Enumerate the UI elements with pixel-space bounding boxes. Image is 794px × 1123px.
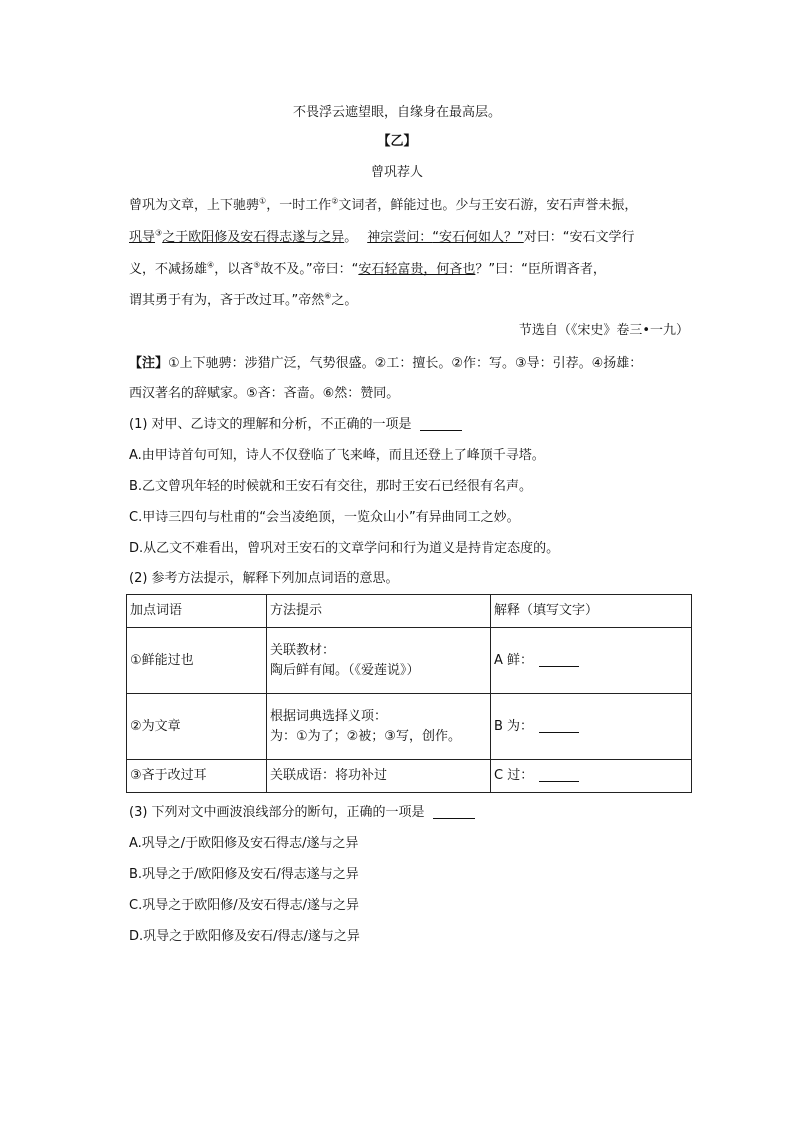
notes-line-2: 西汉著名的辞赋家。⑤吝：吝啬。⑥然：赞同。 — [129, 386, 400, 401]
hint-line: 陶后鲜有闻。（《爱莲说》） — [270, 662, 420, 678]
table-header-cell: 方法提示 — [267, 595, 491, 628]
answer-blank[interactable] — [420, 429, 462, 431]
q3-option-b: B.巩导之于/欧阳修及安石/得志遂与之异 — [129, 867, 359, 882]
q3-stem — [129, 803, 475, 823]
table-cell-hint: 关联成语：将功补过 — [267, 760, 491, 793]
poem-last-line: 不畏浮云遮望眼，自缘身在最高层。 — [292, 105, 501, 120]
underlined-text: “安石何如人？” — [432, 230, 524, 245]
table-row — [127, 628, 692, 694]
q1-option-a: A.由甲诗首句可知，诗人不仅登临了飞来峰，而且还登上了峰顶千寻塔。 — [129, 448, 545, 463]
passage-line-3 — [129, 260, 606, 280]
q1-option-c: C.甲诗三四句与杜甫的“会当凌绝顶，一览众山小”有异曲同工之妙。 — [129, 510, 520, 525]
answer-blank[interactable] — [539, 780, 579, 782]
passage-text: 故不及。”帝曰：“ — [260, 262, 359, 277]
answer-label: B 为： — [494, 718, 534, 734]
table-cell-answer — [491, 628, 692, 694]
footnote-marker: ④ — [207, 260, 215, 270]
underlined-text: 神宗尝问： — [367, 230, 433, 245]
table-cell-word: ②为文章 — [127, 694, 267, 760]
hint-line: 为：①为了；②被；③写，创作。 — [270, 728, 461, 744]
passage-text: 曾巩为文章，上下驰骋 — [129, 198, 260, 213]
q1-option-d: D.从乙文不难看出，曾巩对王安石的文章学问和行为道义是持肯定态度的。 — [129, 541, 560, 556]
footnote-marker: ⑥ — [324, 291, 332, 301]
footnote-marker: ⑤ — [253, 260, 261, 270]
answer-label: C 过： — [494, 768, 534, 783]
q1-stem-text: (1) 对甲、乙诗文的理解和分析，不正确的一项是 — [129, 417, 412, 432]
answer-blank[interactable] — [539, 665, 579, 667]
hint-line: 根据词典选择义项： — [270, 708, 388, 724]
table-cell-answer — [491, 760, 692, 793]
table-cell-word: ①鲜能过也 — [127, 628, 267, 694]
hint-line: 关联教材： — [270, 642, 336, 658]
answer-label: A 鲜： — [494, 652, 534, 668]
table-row — [127, 694, 692, 760]
q3-stem-text: (3) 下列对文中画波浪线部分的断句，正确的一项是 — [129, 805, 425, 820]
answer-blank[interactable] — [539, 731, 579, 733]
table-cell-answer — [491, 694, 692, 760]
wavy-underlined-text: 之于欧阳修及安石得志遂与之异 — [162, 230, 345, 245]
passage-line-1 — [129, 196, 637, 216]
q3-option-c: C.巩导之于欧阳修/及安石得志/遂与之异 — [129, 898, 359, 913]
table-header-cell: 解释（填写文字） — [491, 595, 692, 628]
q2-stem: (2) 参考方法提示，解释下列加点词语的意思。 — [129, 571, 399, 586]
section-b-marker: 【乙】 — [377, 134, 417, 149]
footnote-marker: ② — [331, 196, 339, 206]
q1-option-b: B.乙文曾巩年轻的时候就和王安石有交往，那时王安石已经很有名声。 — [129, 479, 533, 494]
q3-option-a: A.巩导之/于欧阳修及安石得志/遂与之异 — [129, 836, 359, 851]
table-cell-hint — [267, 694, 491, 760]
table-cell-hint — [267, 628, 491, 694]
underlined-text: 安石轻富贵，何吝也 — [358, 262, 476, 277]
passage-text: 义，不减扬雄 — [129, 262, 208, 277]
answer-blank[interactable] — [433, 817, 475, 819]
q3-option-d: D.巩导之于欧阳修及安石/得志/遂与之异 — [129, 929, 360, 944]
q1-stem — [129, 415, 462, 435]
passage-text: 文词者，鲜能过也。少与王安石游，安石声誉未振， — [338, 198, 638, 213]
passage-text: 之。 — [331, 293, 358, 308]
passage-text: ，一时工作 — [266, 198, 332, 213]
table-row — [127, 760, 692, 793]
passage-title: 曾巩荐人 — [370, 165, 423, 180]
passage-text: ？”曰：“臣所谓吝者， — [475, 262, 606, 277]
footnote-marker: ③ — [155, 228, 163, 238]
passage-text: 。 — [344, 230, 358, 245]
notes-label: 【注】 — [129, 356, 169, 371]
q2-table — [126, 594, 692, 793]
passage-text: 谓其勇于有为，吝于改过耳。”帝然 — [129, 293, 325, 308]
table-header-cell: 加点词语 — [127, 595, 267, 628]
wavy-underlined-text: 巩导 — [129, 230, 156, 245]
notes-text: ①上下驰骋：涉猎广泛，气势很盛。②工：擅长。②作：写。③导：引荐。④扬雄： — [168, 356, 643, 371]
notes-line-1 — [129, 354, 642, 374]
table-header-row — [127, 595, 692, 628]
passage-line-4 — [129, 291, 357, 311]
passage-text: 对曰：“安石文学行 — [523, 230, 635, 245]
passage-source: 节选自（《宋史》卷三•一九） — [518, 323, 689, 338]
passage-text: ，以吝 — [214, 262, 254, 277]
footnote-marker: ① — [259, 196, 267, 206]
table-cell-word: ③吝于改过耳 — [127, 760, 267, 793]
passage-line-2 — [129, 228, 634, 248]
